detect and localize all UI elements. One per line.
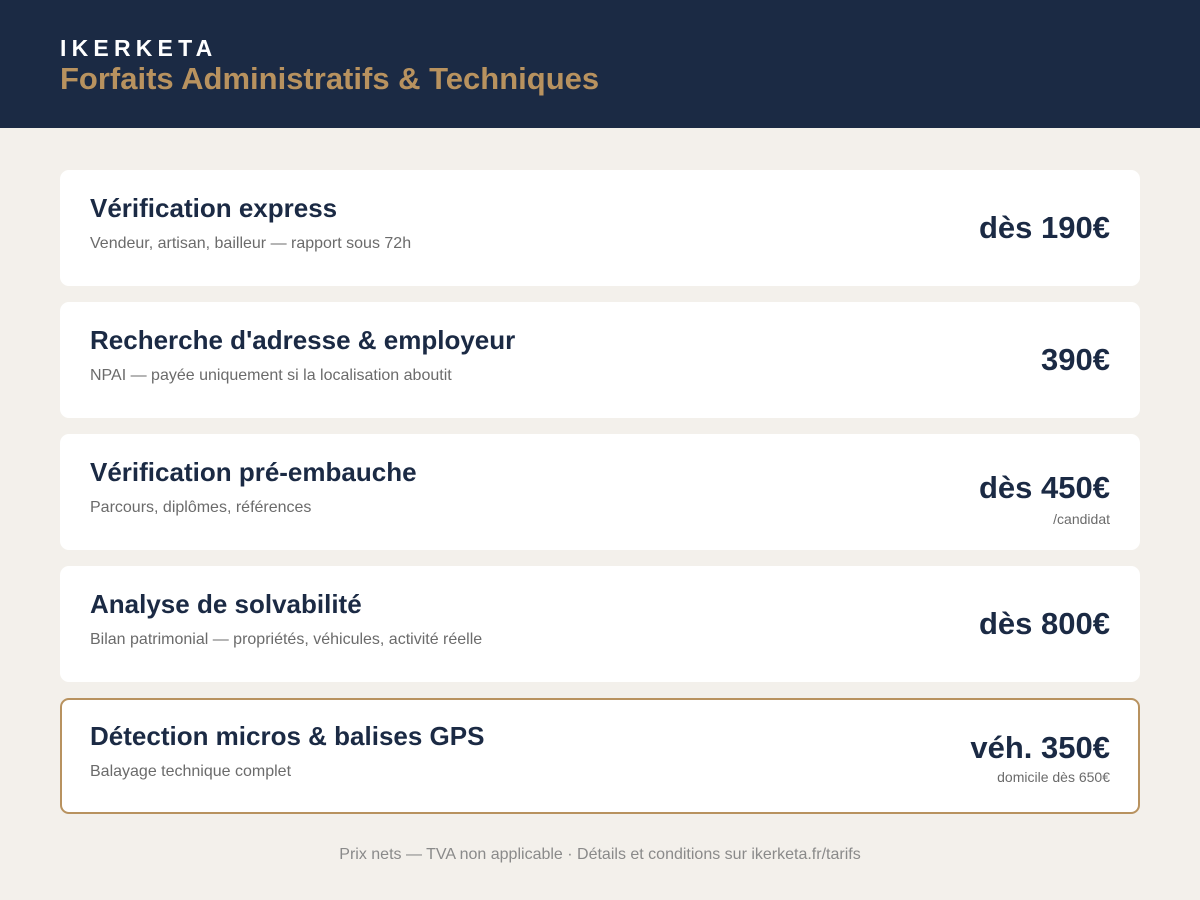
page-title: Forfaits Administratifs & Techniques <box>60 61 600 96</box>
offer-price: dès 450€ <box>979 470 1110 505</box>
offer-title: Détection micros & balises GPS <box>90 721 485 751</box>
offer-title: Analyse de solvabilité <box>90 589 362 619</box>
offer-card-verification-express <box>60 170 1140 286</box>
offer-card-bug-gps-detection <box>60 698 1140 814</box>
offer-price: dès 190€ <box>979 210 1110 245</box>
offer-title: Recherche d'adresse & employeur <box>90 325 516 355</box>
offer-price-note: /candidat <box>1053 511 1110 527</box>
offer-price: dès 800€ <box>979 606 1110 641</box>
brand-name: IKERKETA <box>60 35 218 61</box>
offer-card-address-search <box>60 302 1140 418</box>
offer-card-solvency-analysis <box>60 566 1140 682</box>
footer-note: Prix nets — TVA non applicable · Détails et conditions sur ikerketa.fr/tarifs <box>339 846 861 863</box>
offer-card-pre-employment <box>60 434 1140 550</box>
offer-price: véh. 350€ <box>970 730 1110 765</box>
offer-price-note: domicile dès 650€ <box>997 769 1110 785</box>
offer-description: Parcours, diplômes, références <box>90 499 312 516</box>
offer-title: Vérification express <box>90 193 338 223</box>
offer-description: Balayage technique complet <box>90 763 292 780</box>
header-banner <box>0 0 1200 128</box>
offer-description: Vendeur, artisan, bailleur — rapport sous 72h <box>90 235 412 252</box>
offer-description: NPAI — payée uniquement si la localisation aboutit <box>90 367 452 384</box>
offer-title: Vérification pré-embauche <box>90 457 417 487</box>
offer-description: Bilan patrimonial — propriétés, véhicules, activité réelle <box>90 631 483 648</box>
offer-price: 390€ <box>1041 342 1110 377</box>
